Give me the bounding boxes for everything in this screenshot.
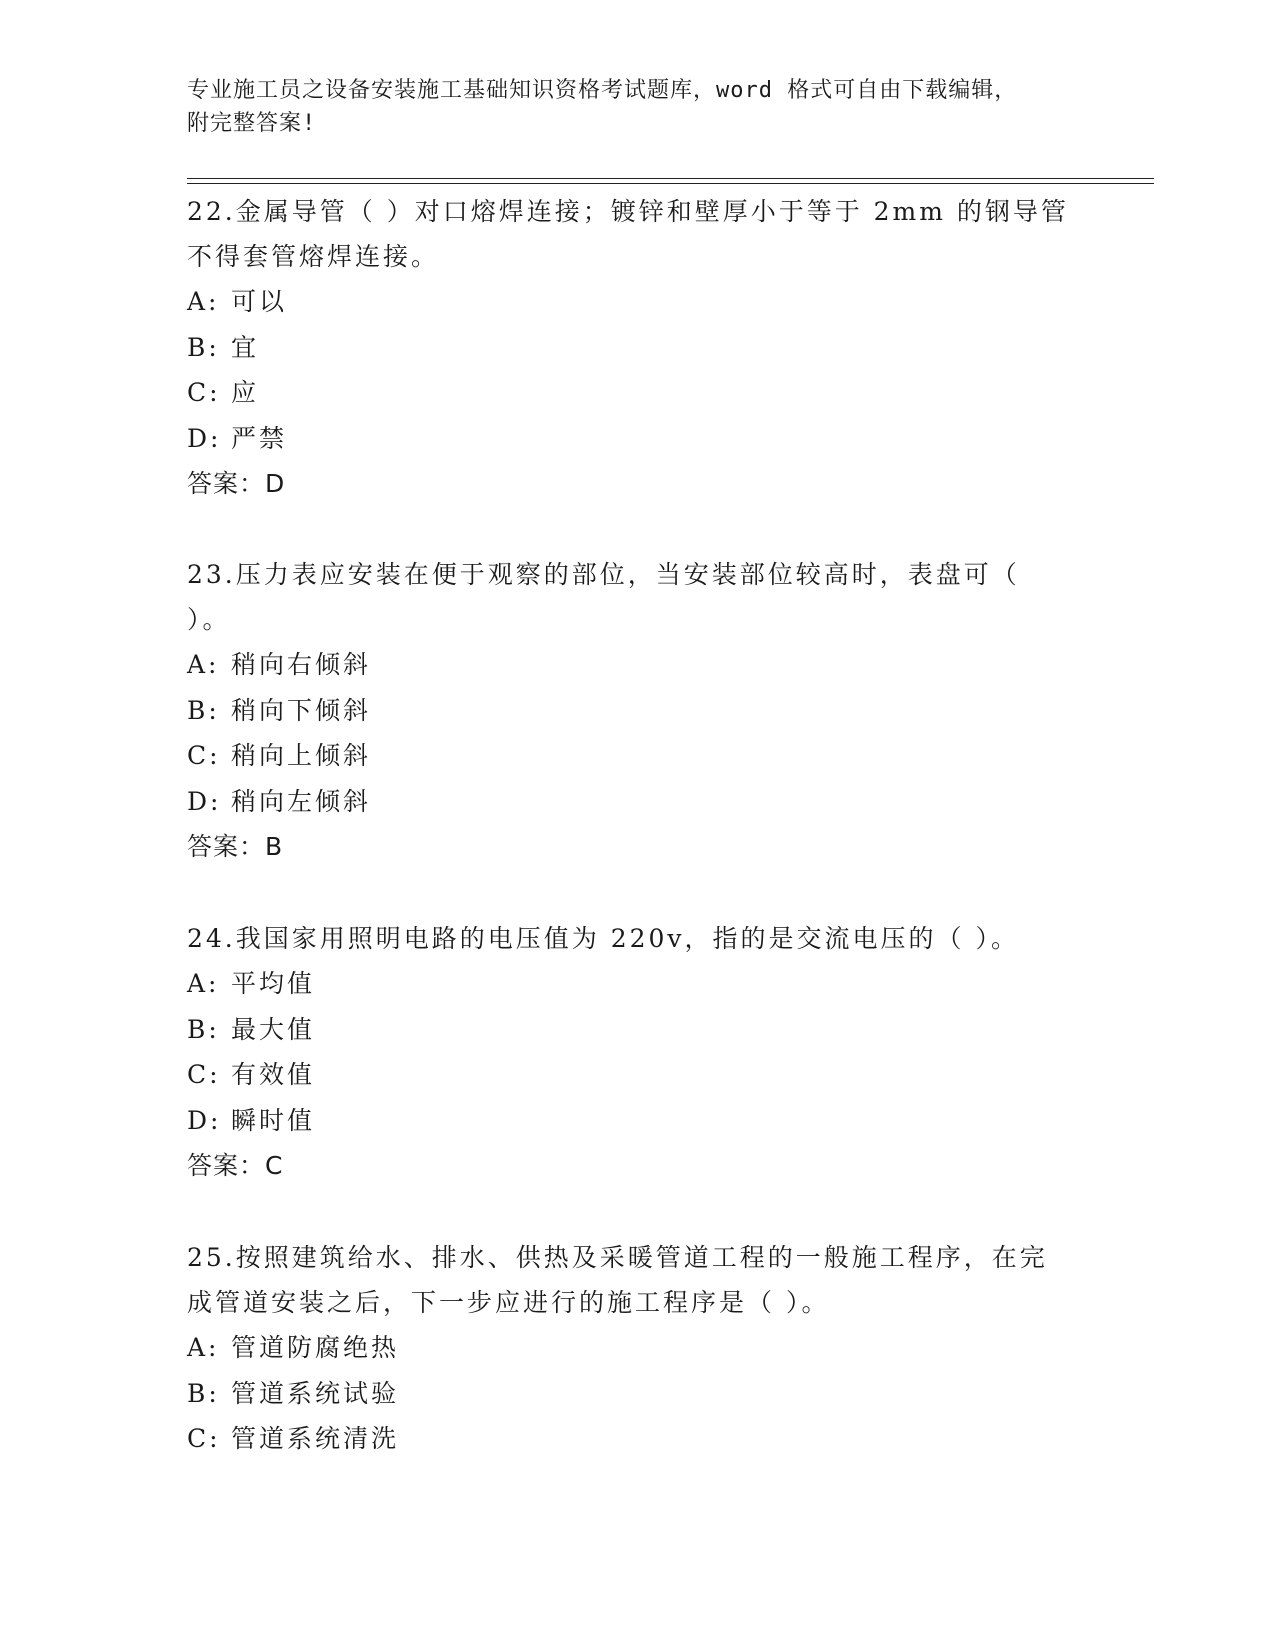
option-text: 管道系统试验 (231, 1378, 400, 1408)
question-stem-line-1: 24.我国家用照明电路的电压值为 220v，指的是交流电压的（ ）。 (187, 924, 1019, 953)
option-text: 严禁 (231, 423, 288, 453)
question-22 (187, 189, 1087, 506)
option-d (187, 779, 1087, 825)
question-24 (187, 916, 1087, 1188)
question-stem-line-1: 23.压力表应安装在便于观察的部位，当安装部位较高时，表盘可（ (187, 560, 1020, 589)
option-letter: C: (187, 1060, 221, 1089)
option-text: 平均值 (231, 969, 316, 998)
header-line-2: 附完整答案! (187, 111, 317, 136)
option-text: 最大值 (231, 1014, 316, 1044)
option-text: 稍向下倾斜 (231, 695, 372, 725)
option-b (187, 688, 1087, 734)
header-divider-top (187, 178, 1154, 179)
answer-line: 答案：D (187, 469, 286, 498)
option-letter: D: (187, 786, 222, 816)
option-letter: A: (187, 650, 220, 679)
question-stem-line-2: 成管道安装之后，下一步应进行的施工程序是（ ）。 (187, 1288, 830, 1317)
answer-line: 答案：C (187, 1151, 284, 1180)
option-a (187, 642, 1087, 688)
option-letter: C: (187, 1424, 221, 1453)
option-text: 管道系统清洗 (231, 1424, 400, 1453)
option-b (187, 1371, 1087, 1417)
option-a (187, 279, 1087, 325)
option-letter: A: (187, 1333, 220, 1362)
question-stem-line-2: ）。 (187, 605, 231, 634)
option-letter: C: (187, 378, 221, 407)
option-text: 稍向上倾斜 (231, 741, 372, 770)
option-a (187, 961, 1087, 1007)
question-23 (187, 552, 1087, 869)
option-text: 有效值 (231, 1060, 316, 1089)
option-b (187, 325, 1087, 371)
question-25 (187, 1235, 1087, 1462)
option-letter: B: (187, 332, 220, 362)
option-text: 可以 (231, 287, 288, 316)
option-c (187, 370, 1087, 416)
option-letter: A: (187, 969, 220, 998)
option-a (187, 1325, 1087, 1371)
option-text: 应 (231, 378, 260, 407)
header-divider-bottom (187, 183, 1154, 184)
option-c (187, 1416, 1087, 1462)
option-letter: D: (187, 1105, 222, 1135)
answer-line: 答案：B (187, 832, 284, 861)
option-letter: B: (187, 1014, 220, 1044)
option-text: 管道防腐绝热 (231, 1333, 400, 1362)
option-text: 宜 (231, 332, 260, 362)
option-letter: D: (187, 423, 222, 453)
question-stem-line-1: 22.金属导管（ ）对口熔焊连接；镀锌和壁厚小于等于 2mm 的钢导管 (187, 197, 1069, 226)
option-text: 稍向右倾斜 (231, 650, 372, 679)
option-text: 稍向左倾斜 (231, 786, 372, 816)
header-line-1: 专业施工员之设备安装施工基础知识资格考试题库，word 格式可自由下载编辑， (187, 78, 1018, 103)
option-letter: C: (187, 741, 221, 770)
option-c (187, 1052, 1087, 1098)
option-letter: A: (187, 287, 220, 316)
option-letter: B: (187, 695, 220, 725)
question-stem-line-2: 不得套管熔焊连接。 (187, 242, 440, 271)
question-stem-line-1: 25.按照建筑给水、排水、供热及采暖管道工程的一般施工程序，在完 (187, 1243, 1048, 1272)
document-header (187, 74, 1067, 140)
option-b (187, 1007, 1087, 1053)
option-d (187, 416, 1087, 462)
option-letter: B: (187, 1378, 220, 1408)
option-text: 瞬时值 (231, 1105, 316, 1135)
option-c (187, 733, 1087, 779)
option-d (187, 1098, 1087, 1144)
